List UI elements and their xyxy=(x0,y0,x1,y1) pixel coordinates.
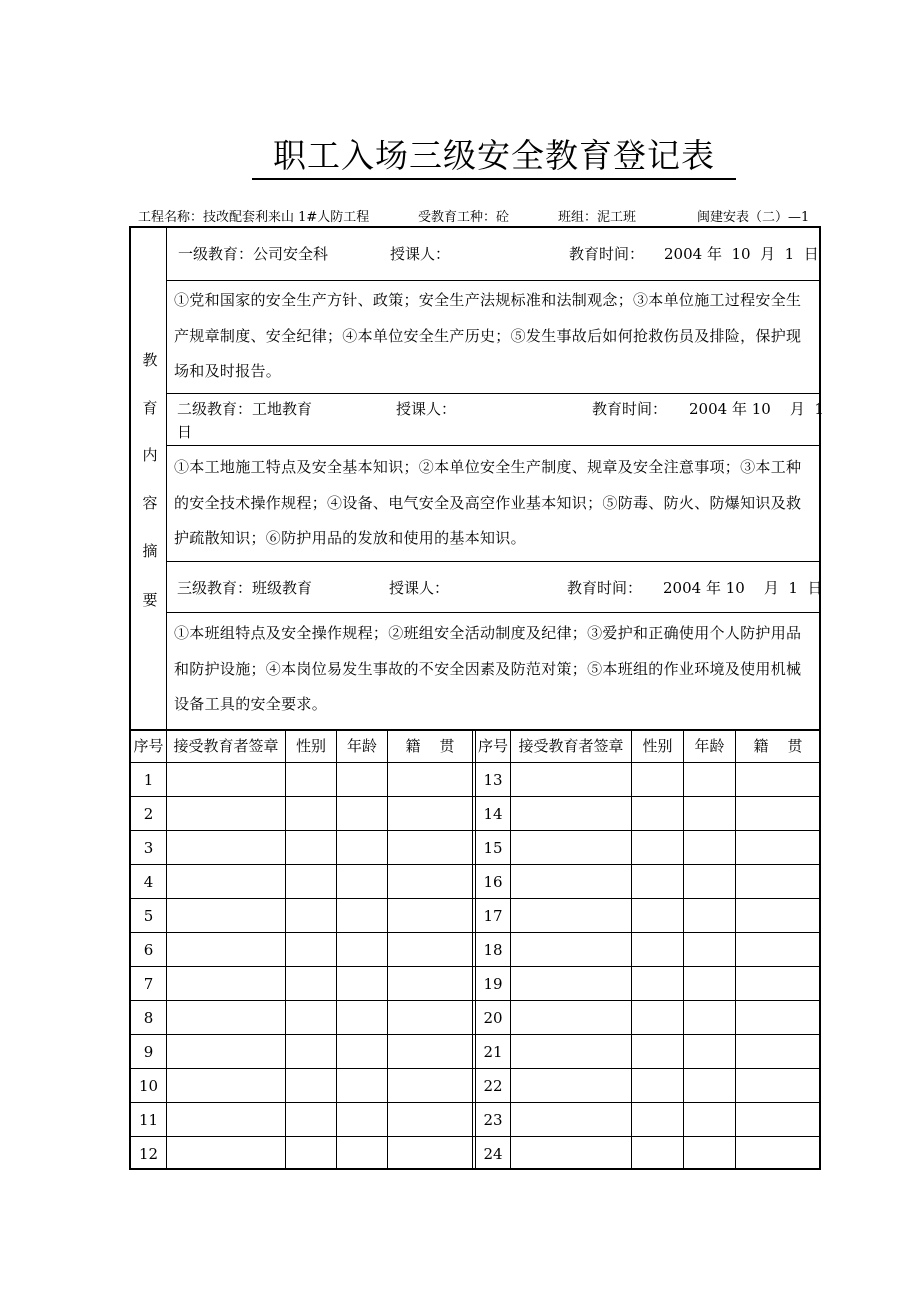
project-name: 工程名称：技改配套利来山 1#人防工程 xyxy=(138,210,370,225)
header-signature: 接受教育者签章 xyxy=(518,737,624,755)
side-label-char: 要 xyxy=(142,591,158,609)
row-number: 17 xyxy=(483,907,503,925)
row-number: 16 xyxy=(483,873,503,891)
header-gender: 性别 xyxy=(295,737,326,755)
row-number: 5 xyxy=(143,907,154,925)
row-number: 2 xyxy=(143,805,154,823)
level1-content: ①党和国家的安全生产方针、政策；安全生产法规标准和法制观念；③本单位施工过程安全生产规章制度、安全纪律；④本单位安全生产历史；⑤发生事故后如何抢救伤员及排险，保护现场和及时报告。 xyxy=(174,291,802,380)
level1-teacher: 授课人： xyxy=(390,245,451,263)
level1-date: 2004 年 10 月 1 日 xyxy=(664,245,819,263)
row-line xyxy=(129,932,821,933)
row-number: 13 xyxy=(483,771,503,789)
header-age: 年龄 xyxy=(346,737,377,755)
education-trade: 受教育工种：砼 xyxy=(418,210,510,225)
row-line xyxy=(129,796,821,797)
row-number: 9 xyxy=(143,1043,154,1061)
row-number: 20 xyxy=(483,1009,503,1027)
row-number: 24 xyxy=(483,1145,503,1163)
header-origin: 籍 贯 xyxy=(405,737,455,755)
row-number: 6 xyxy=(143,941,154,959)
level2-content: ①本工地施工特点及安全基本知识；②本单位安全生产制度、规章及安全注意事项；③本工种的安全技术操作规程；④设备、电气安全及高空作业基本知识；⑤防毒、防火、防爆知识及救护疏散知识；⑥防护用品的发放和使用的基本知识。 xyxy=(174,458,802,547)
header-seq: 序号 xyxy=(477,737,508,755)
row-number: 21 xyxy=(483,1043,503,1061)
side-label-char: 教 xyxy=(142,351,158,369)
header-gender: 性别 xyxy=(642,737,673,755)
side-label-char: 内 xyxy=(142,446,158,464)
row-number: 22 xyxy=(483,1077,503,1095)
level2-date-tail: 日 xyxy=(177,423,193,441)
level2-label: 二级教育：工地教育 xyxy=(177,400,313,418)
level3-time-label: 教育时间： xyxy=(567,579,643,597)
row-line xyxy=(129,1102,821,1103)
page-title: 职工入场三级安全教育登记表 xyxy=(252,134,736,180)
level1-time-label: 教育时间： xyxy=(569,245,645,263)
header-signature: 接受教育者签章 xyxy=(173,737,279,755)
side-label-char: 育 xyxy=(142,399,158,417)
row-divider xyxy=(166,393,821,394)
row-line xyxy=(129,864,821,865)
row-line xyxy=(129,762,821,763)
row-number: 15 xyxy=(483,839,503,857)
level3-content: ①本班组特点及安全操作规程；②班组安全活动制度及纪律；③爱护和正确使用个人防护用品和防护设施；④本岗位易发生事故的不安全因素及防范对策；⑤本班组的作业环境及使用机械设备工具的安全要求。 xyxy=(174,624,802,713)
row-divider xyxy=(166,280,821,281)
row-number: 12 xyxy=(138,1145,159,1163)
row-line xyxy=(129,830,821,831)
level3-teacher: 授课人： xyxy=(389,579,450,597)
level2-teacher: 授课人： xyxy=(396,400,457,418)
row-line xyxy=(129,1000,821,1001)
header-age: 年龄 xyxy=(694,737,725,755)
row-number: 7 xyxy=(143,975,154,993)
level3-date: 2004 年 10 月 1 日 xyxy=(663,579,823,597)
level3-label: 三级教育：班级教育 xyxy=(177,579,313,597)
row-number: 4 xyxy=(143,873,154,891)
row-line xyxy=(129,1068,821,1069)
row-number: 23 xyxy=(483,1111,503,1129)
row-divider xyxy=(166,561,821,562)
row-number: 10 xyxy=(138,1077,159,1095)
level2-time-label: 教育时间： xyxy=(592,400,668,418)
row-number: 8 xyxy=(143,1009,154,1027)
row-divider xyxy=(166,445,821,446)
form-code: 闽建安表（二）—1 xyxy=(697,210,810,225)
row-line xyxy=(129,898,821,899)
side-label-divider xyxy=(166,226,167,730)
level2-date: 2004 年 10 月 1 xyxy=(689,400,824,418)
header-origin: 籍 贯 xyxy=(753,737,803,755)
level1-label: 一级教育：公司安全科 xyxy=(178,245,329,263)
header-seq: 序号 xyxy=(133,737,164,755)
row-line xyxy=(129,1136,821,1137)
row-divider xyxy=(166,612,821,613)
row-number: 19 xyxy=(483,975,503,993)
row-number: 14 xyxy=(483,805,503,823)
row-line xyxy=(129,966,821,967)
team-name: 班组：泥工班 xyxy=(558,210,637,225)
side-label-char: 容 xyxy=(142,494,158,512)
row-number: 18 xyxy=(483,941,503,959)
row-number: 1 xyxy=(143,771,154,789)
side-label-char: 摘 xyxy=(142,542,158,560)
row-line xyxy=(129,1034,821,1035)
row-number: 3 xyxy=(143,839,154,857)
row-number: 11 xyxy=(138,1111,159,1129)
